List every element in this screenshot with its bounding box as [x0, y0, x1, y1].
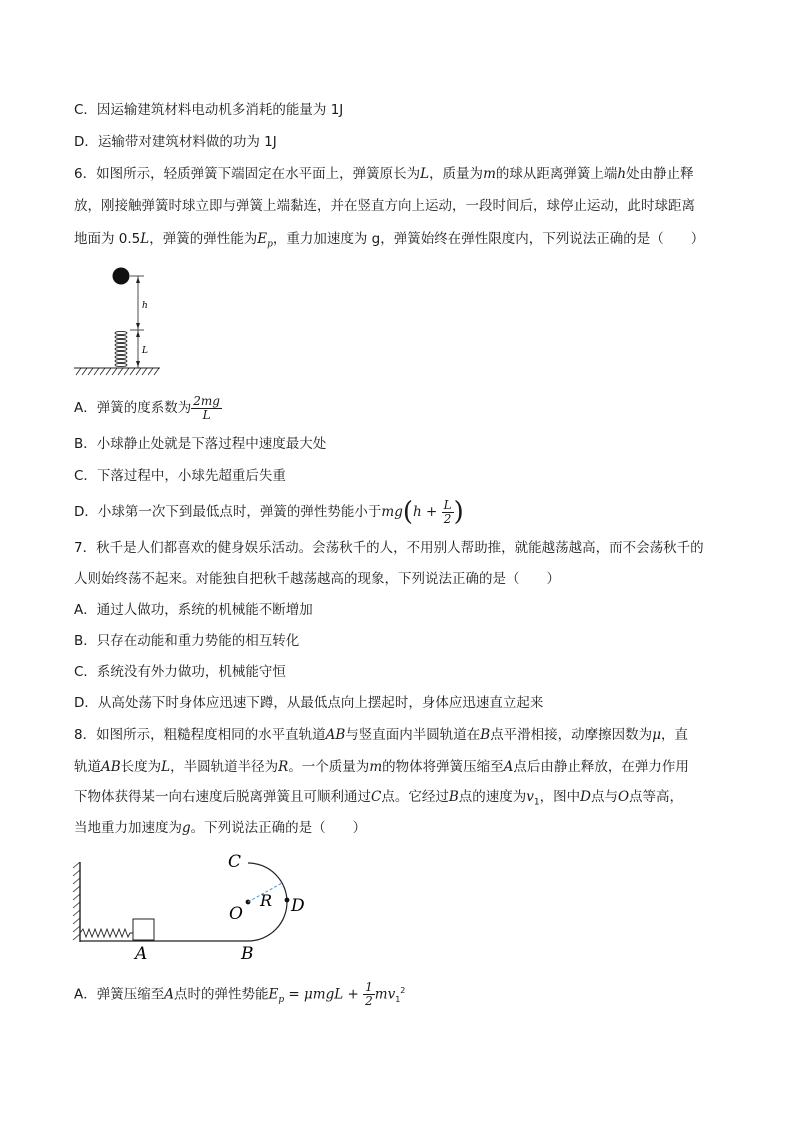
q8-option-a: A．弹簧压缩至A点时的弹性势能$E_p = \mu mgL$ + $\frac{1}{2}$ $mv_1^2$ [74, 980, 406, 1008]
q8-stem-line1: 8．如图所示，粗糙程度相同的水平直轨道AB与竖直面内半圆轨道在B点平滑相接，动摩擦因数为μ，直 [74, 727, 688, 743]
q6-stem-line3: 地面为 0.5L，弹簧的弹性能为$E_p$，重力加速度为 g，弹簧始终在弹性限度内，下列说法正确的是（ ） [74, 231, 705, 250]
q6-option-b: B．小球静止处就是下落过程中速度最大处 [74, 436, 327, 452]
q6-stem-line2: 放，刚接触弹簧时球立即与弹簧上端黏连，并在竖直方向上运动，一段时间后，球停止运动，此时球距离 [74, 198, 695, 214]
point-d [285, 898, 290, 903]
q8-stem-line3: 下物体获得某一向右速度后脱离弹簧且可顺利通过C点。它经过B点的速度为$v_1$，图中D点与O点等高， [74, 789, 684, 808]
ball [113, 268, 130, 285]
fraction-1-over-2: $\frac{1}{2}$ [365, 980, 373, 1008]
q8-stem-line4: 当地重力加速度为g。下列说法正确的是（ ） [74, 820, 367, 836]
block [133, 919, 154, 940]
label-R: R [260, 891, 273, 910]
q6-option-c: C．下落过程中，小球先超重后失重 [74, 468, 286, 484]
label-C: C [228, 852, 242, 872]
q7-option-c: C．系统没有外力做功，机械能守恒 [74, 664, 286, 680]
label-O: O [229, 904, 243, 924]
label-A: A [135, 944, 148, 964]
spring [115, 331, 127, 366]
fraction-L-over-2: $\frac{L}{2}$ [443, 497, 452, 526]
label-B: B [241, 944, 254, 964]
q5-option-c: C．因运输建筑材料电动机多消耗的能量为 1J [74, 102, 344, 118]
fraction-2mg-over-L: $\frac{2mg}{L}$ [193, 393, 220, 422]
q7-stem-line2: 人则始终荡不起来。对能独自把秋千越荡越高的现象，下列说法正确的是（ ） [74, 571, 560, 587]
q8-track-figure [70, 848, 320, 964]
q6-spring-ball-figure [72, 264, 164, 380]
q8-stem-line2: 轨道AB长度为L，半圆轨道半径为R。一个质量为m的物体将弹簧压缩至A点后由静止释放，在弹力作用 [74, 759, 689, 775]
q6-stem-line1: 6．如图所示，轻质弹簧下端固定在水平面上，弹簧原长为L，质量为m的球从距离弹簧上端h处由静止释 [74, 166, 694, 182]
q7-option-d: D．从高处荡下时身体应迅速下蹲，从最低点向上摆起时，身体应迅速直立起来 [74, 695, 544, 711]
label-D: D [291, 896, 305, 916]
q5-option-d: D．运输带对建筑材料做的功为 1J [74, 134, 277, 150]
spring [80, 929, 133, 937]
label-L: L [142, 346, 148, 356]
q6-option-a: A．弹簧的度系数为 $\frac{2mg}{L}$ [74, 393, 220, 422]
q7-option-a: A．通过人做功，系统的机械能不断增加 [74, 602, 313, 618]
q7-option-b: B．只存在动能和重力势能的相互转化 [74, 633, 300, 649]
q6-option-d: D．小球第一次下到最低点时，弹簧的弹性势能小于mg(h + $\frac{L}{2}$ ) [74, 497, 464, 527]
label-h: h [142, 301, 148, 311]
q7-stem-line1: 7．秋千是人们都喜欢的健身娱乐活动。会荡秋千的人，不用别人帮助推，就能越荡越高，而不会荡秋千的 [74, 540, 704, 556]
